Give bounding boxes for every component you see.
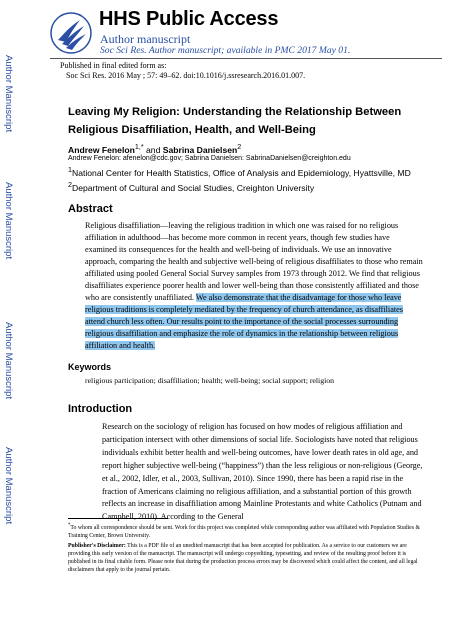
author-manuscript-label: Author manuscript xyxy=(100,32,191,46)
hhs-logo-icon xyxy=(50,10,92,56)
side-label-author-manuscript: Author Manuscript xyxy=(3,447,14,525)
abstract-text: Religious disaffiliation—leaving the religious tradition in which one was raised for no religious affiliation in adulthood—has become more common in recent years, though few studies have examined its consequences for the health and well-being of individuals. We use an innovative approach, comparing the health and subjective well-being of religious disaffiliates to those who remain affiliated using pooled General Social Survey samples from 1973 through 2012. We find that religious disaffiliates experience poorer health and lower well-being than those consistently affiliated and those who are consistently unaffiliated. xyxy=(85,221,423,302)
author-superscript: 1,* xyxy=(134,143,144,151)
abstract-body xyxy=(85,220,423,352)
affiliation-text: National Center for Health Statistics, Office of Analysis and Epidemiology, Hyattsville, MD xyxy=(71,167,411,178)
author-emails: Andrew Fenelon: afenelon@cdc.gov; Sabrina Danielsen: SabrinaDanielsen@creighton.edu xyxy=(68,155,351,162)
affiliation-text: Department of Cultural and Social Studies, Creighton University xyxy=(71,182,315,193)
publisher-disclaimer xyxy=(68,542,424,574)
citation-line: Soc Sci Res. 2016 May ; 57: 49–62. doi:10.1016/j.ssresearch.2016.01.007. xyxy=(66,71,306,80)
abstract-highlighted-text: We also demonstrate that the disadvantage for those who leave religious traditions is completely mediated by the frequency of church attendance, as disaffiliates attend church less often. Our results point to the importance of the social processes surrounding religious disaffiliation and emphasize the role of dynamics in the relationship between religious affiliation and health. xyxy=(85,293,403,350)
published-label: Published in final edited form as: xyxy=(60,61,167,70)
side-label-author-manuscript: Author Manuscript xyxy=(3,322,14,400)
affiliation-marker: 1 xyxy=(68,166,72,174)
side-label-author-manuscript: Author Manuscript xyxy=(3,55,14,133)
affiliation-2 xyxy=(68,181,314,193)
keywords-text: religious participation; disaffiliation; health; well-being; social support; religion xyxy=(85,376,335,385)
footnote-divider xyxy=(68,518,168,519)
footnote xyxy=(68,522,424,540)
side-label-author-manuscript: Author Manuscript xyxy=(3,182,14,260)
keywords-heading: Keywords xyxy=(68,362,112,372)
abstract-heading: Abstract xyxy=(68,203,113,215)
author-superscript: 2 xyxy=(237,143,242,151)
author-line xyxy=(68,143,241,155)
introduction-body: Research on the sociology of religion has focused on how modes of religious affiliation and participation intersect with other dimensions of social life. Sociologists have noted that religious individuals exhibit better health and well-being outcomes, have lower death rates in old age, and report higher subjective well-being (“happiness”) than the less religious or non-religious (George, et al., 2002, Idler, et al., 2003, Sullivan, 2010). Since 1990, there has been a rapid rise in the fraction of Americans claiming no religious affiliation, and a substantial portion of this growth reflects an increase in disaffiliation among Mainline Protestants and white Catholics (Putnam and Campbell, 2010). According to the General xyxy=(102,422,423,522)
footnote-marker: * xyxy=(68,523,71,528)
introduction-heading: Introduction xyxy=(68,403,133,415)
journal-availability-line: Soc Sci Res. Author manuscript; available in PMC 2017 May 01. xyxy=(100,45,351,56)
author-name: Andrew Fenelon xyxy=(68,144,135,155)
footnote-text: To whom all correspondence should be sent. Work for this project was completed while corresponding author was affiliated with Population Studies & Training Center, Brown University. xyxy=(68,524,420,539)
affiliation-1 xyxy=(68,166,411,178)
affiliation-marker: 2 xyxy=(68,181,72,189)
author-name: Sabrina Danielsen xyxy=(162,144,238,155)
paper-title: Leaving My Religion: Understanding the Relationship Between Religious Disaffiliation, Health, and Well-Being xyxy=(68,106,402,136)
disclaimer-label: Publisher's Disclaimer: xyxy=(68,543,126,549)
author-conjunction: and xyxy=(143,144,163,155)
disclaimer-text: This is a PDF file of an unedited manuscript that has been accepted for publication. As a service to our customers we are providing this early version of the manuscript. The manuscript will undergo copyediting, typesetting, and review of the resulting proof before it is published in its final citable form. Please note that during the production process errors may be discovered which could affect the content, and all legal disclaimers that apply to the journal pertain. xyxy=(68,543,418,573)
header-divider xyxy=(50,58,442,59)
hhs-public-access-title: HHS Public Access xyxy=(99,8,279,30)
